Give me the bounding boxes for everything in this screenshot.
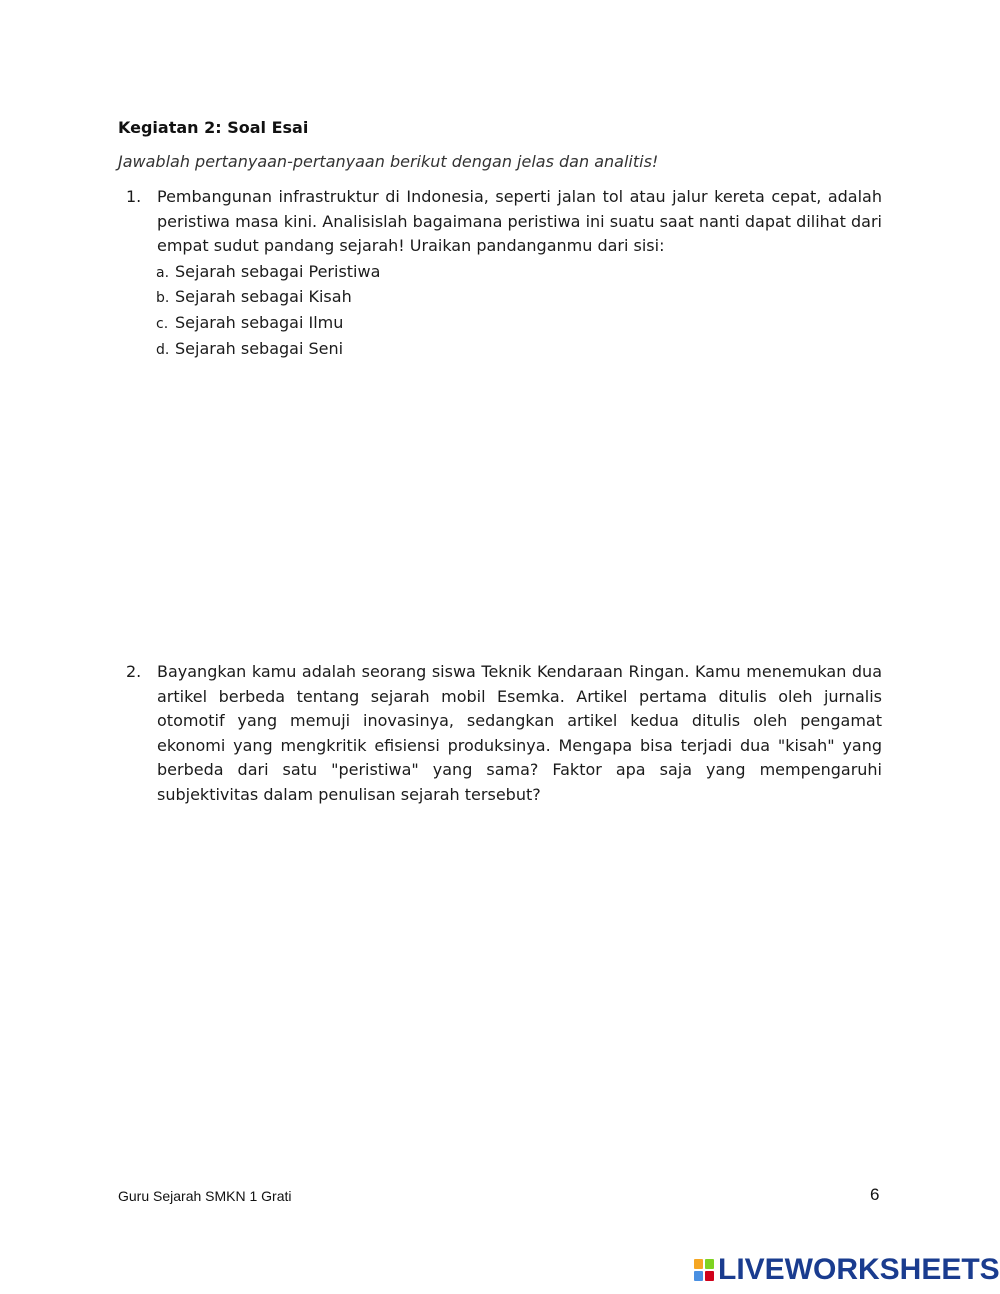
sub-letter: d. [156,341,170,358]
question-1 [118,185,882,378]
liveworksheets-logo[interactable] [694,1254,1000,1286]
logo-block [705,1271,714,1281]
logo-grid-icon [694,1259,714,1281]
sub-letter: c. [156,315,169,332]
sub-text: Sejarah sebagai Ilmu [175,312,344,332]
logo-block [694,1271,703,1281]
question-text: Pembangunan infrastruktur di Indonesia, seperti jalan tol atau jalur kereta cepat, adalah peristiwa masa kini. Analisislah bagaimana peristiwa ini suatu saat nanti dapat dilihat dari empat sudut pandang sejarah! Uraikan pandanganmu dari sisi: [157,187,882,256]
question-number: 2. [126,662,142,681]
logo-block [694,1259,703,1269]
sub-letter: b. [156,290,170,307]
sub-text: Sejarah sebagai Seni [175,338,344,358]
sub-question-b [156,285,882,311]
page-number: 6 [870,1185,880,1204]
logo-block [705,1259,714,1269]
sub-question-c [156,311,882,337]
activity-instruction: Jawablah pertanyaan-pertanyaan berikut dengan jelas dan analitis! [118,152,659,171]
question-2 [118,660,882,808]
activity-title: Kegiatan 2: Soal Esai [118,118,309,137]
sub-letter: a. [156,264,170,281]
sub-question-a [156,260,882,286]
logo-text: LIVEWORKSHEETS [718,1253,1000,1286]
question-number: 1. [126,187,142,206]
sub-text: Sejarah sebagai Kisah [175,287,352,307]
footer-author: Guru Sejarah SMKN 1 Grati [118,1188,292,1204]
sub-text: Sejarah sebagai Peristiwa [175,261,381,281]
sub-question-d [156,337,882,363]
sub-question-list [156,260,882,362]
question-text: Bayangkan kamu adalah seorang siswa Teknik Kendaraan Ringan. Kamu menemukan dua artikel berbeda tentang sejarah mobil Esemka. Artikel pertama ditulis oleh jurnalis otomotif yang memuji inovasinya, sedangkan artikel kedua ditulis oleh pengamat ekonomi yang mengkritik efisiensi produksinya. Mengapa bisa terjadi dua "kisah" yang berbeda dari satu "peristiwa" yang sama? Faktor apa saja yang mempengaruhi subjektivitas dalam penulisan sejarah tersebut? [157,662,882,804]
